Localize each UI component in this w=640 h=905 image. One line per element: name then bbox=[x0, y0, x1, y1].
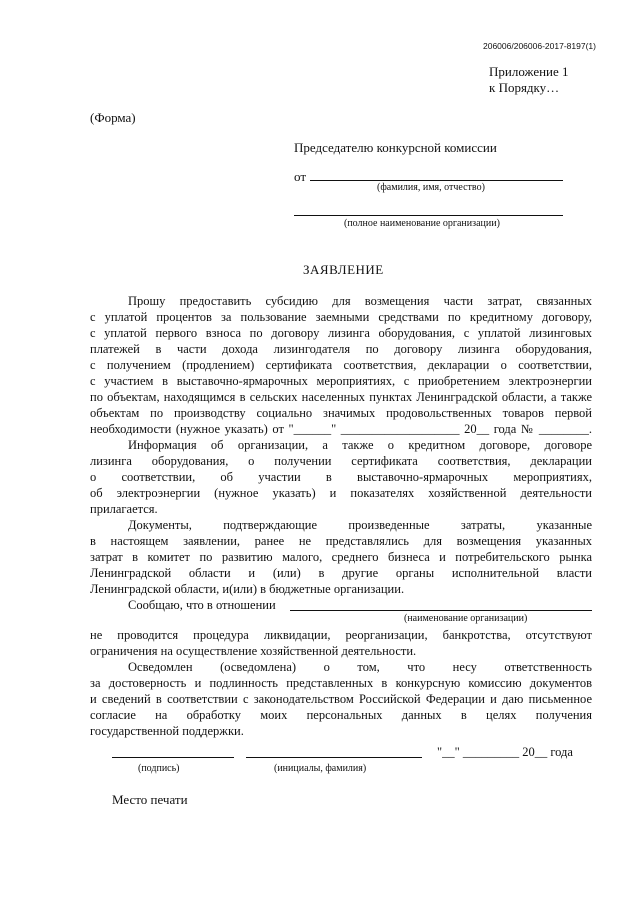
organization-field-line bbox=[294, 215, 563, 216]
paragraph4-line: не проводится процедура ликвидации, реорганизации, банкротства, отсутствуют bbox=[90, 628, 592, 642]
paragraph4-line: ограничения на осуществление хозяйственной деятельности. bbox=[90, 644, 417, 658]
addressee-title: Председателю конкурсной комиссии bbox=[294, 140, 497, 155]
form-label: (Форма) bbox=[90, 110, 136, 125]
paragraph2-line: лизинга оборудования, о получении сертификата соответствия, декларации bbox=[90, 454, 592, 468]
paragraph1-line: с участием в выставочно-ярмарочных мероприятиях, с приобретением электроэнергии bbox=[90, 374, 592, 388]
from-prefix: от bbox=[294, 169, 307, 184]
paragraph1-line: с уплатой первого взноса по договору лизинга оборудования, с уплатой лизинговых bbox=[90, 326, 592, 340]
paragraph1-line: с уплатой процентов за пользование заемными средствами по кредитному договору, bbox=[90, 310, 592, 324]
appendix-reference: к Порядку… bbox=[489, 80, 560, 95]
paragraph5-line: и сведений в соответствии с законодательством Российской Федерации и даю письменное bbox=[90, 692, 592, 706]
organization-caption: (полное наименование организации) bbox=[344, 218, 500, 229]
initials-caption: (инициалы, фамилия) bbox=[274, 763, 367, 774]
signature-date: "__" _________ 20__ года bbox=[437, 745, 573, 759]
organization-name-caption: (наименование организации) bbox=[404, 613, 528, 624]
paragraph1-line: по объектам, находящимся в сельских населенных пунктах Ленинградской области, а также bbox=[90, 390, 592, 404]
paragraph1-line: Прошу предоставить субсидию для возмещения части затрат, связанных bbox=[128, 294, 592, 308]
paragraph3-line: затрат в комитет по развитию малого, среднего бизнеса и потребительского рынка bbox=[90, 550, 592, 564]
paragraph4-lead: Сообщаю, что в отношении bbox=[128, 598, 276, 612]
paragraph1-line: необходимости (нужное указать) от "______" ___________________ 20__ года № ________. bbox=[90, 422, 592, 436]
paragraph5-line: согласие на обработку моих персональных данных в целях получения bbox=[90, 708, 592, 722]
paragraph5-line: государственной поддержки. bbox=[90, 724, 244, 738]
paragraph3-line: в настоящем заявлении, ранее не представлялись для возмещения указанных bbox=[90, 534, 592, 548]
paragraph2-line: прилагается. bbox=[90, 502, 158, 516]
name-field-line bbox=[310, 180, 563, 181]
document-title: ЗАЯВЛЕНИЕ bbox=[303, 262, 384, 277]
paragraph2-line: об электроэнергии (нужное указать) и показателях хозяйственной деятельности bbox=[90, 486, 592, 500]
paragraph1-line: с получением (продлением) сертификата соответствия, декларации о соответствии, bbox=[90, 358, 592, 372]
paragraph2-line: Информация об организации, а также о кредитном договоре, договоре bbox=[128, 438, 592, 452]
paragraph3-line: Документы, подтверждающие произведенные затраты, указанные bbox=[128, 518, 592, 532]
signature-caption: (подпись) bbox=[138, 763, 180, 774]
paragraph3-line: Ленинградской области, и(или) в бюджетные организации. bbox=[90, 582, 405, 596]
organization-name-line bbox=[290, 610, 592, 611]
paragraph3-line: Ленинградской области и (или) в другие органы исполнительной власти bbox=[90, 566, 592, 580]
signature-line bbox=[112, 757, 234, 758]
paragraph1-line: объектам по производству социально значимых продовольственных товаров первой bbox=[90, 406, 592, 420]
paragraph2-line: о соответствии, об участии в выставочно-ярмарочных мероприятиях, bbox=[90, 470, 592, 484]
paragraph5-line: за достоверность и подлинность представленных в конкурсную комиссию документов bbox=[90, 676, 592, 690]
paragraph5-line: Осведомлен (осведомлена) о том, что несу ответственность bbox=[128, 660, 592, 674]
seal-place: Место печати bbox=[112, 792, 188, 807]
document-id: 206006/206006-2017-8197(1) bbox=[483, 41, 596, 51]
paragraph1-line: платежей в части дохода лизингодателя по договору лизинга оборудования, bbox=[90, 342, 592, 356]
appendix-label: Приложение 1 bbox=[489, 64, 569, 79]
initials-line bbox=[246, 757, 422, 758]
name-caption: (фамилия, имя, отчество) bbox=[377, 182, 485, 193]
